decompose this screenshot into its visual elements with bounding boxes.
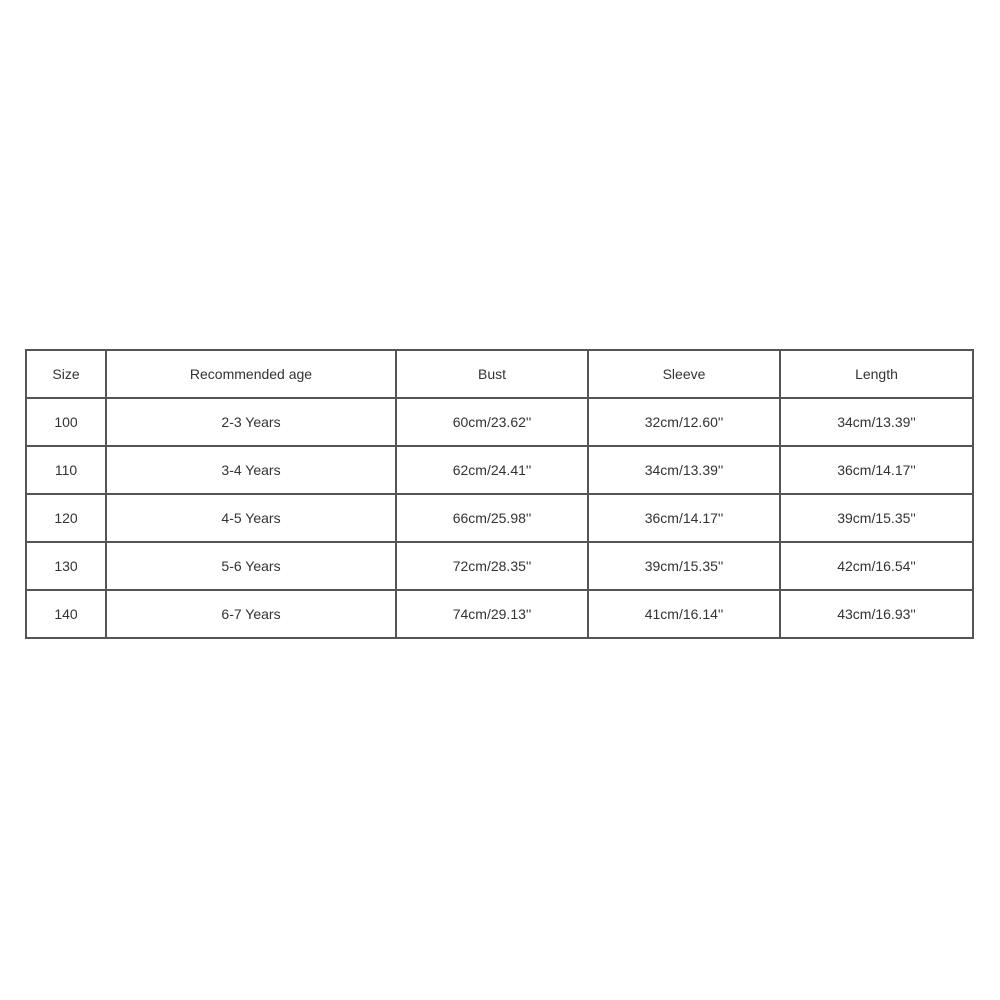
table-row [26, 590, 973, 638]
size-chart-table [25, 349, 974, 639]
cell-sleeve: 32cm/12.60'' [588, 398, 780, 446]
header-size: Size [26, 350, 106, 398]
cell-age: 4-5 Years [106, 494, 396, 542]
header-bust: Bust [396, 350, 588, 398]
cell-bust: 74cm/29.13'' [396, 590, 588, 638]
cell-size: 120 [26, 494, 106, 542]
cell-age: 5-6 Years [106, 542, 396, 590]
cell-sleeve: 39cm/15.35'' [588, 542, 780, 590]
cell-size: 140 [26, 590, 106, 638]
cell-sleeve: 36cm/14.17'' [588, 494, 780, 542]
cell-age: 2-3 Years [106, 398, 396, 446]
cell-size: 130 [26, 542, 106, 590]
cell-bust: 72cm/28.35'' [396, 542, 588, 590]
cell-length: 34cm/13.39'' [780, 398, 973, 446]
cell-bust: 60cm/23.62'' [396, 398, 588, 446]
cell-size: 100 [26, 398, 106, 446]
table-row [26, 446, 973, 494]
table-row [26, 542, 973, 590]
cell-bust: 62cm/24.41'' [396, 446, 588, 494]
cell-age: 3-4 Years [106, 446, 396, 494]
cell-sleeve: 41cm/16.14'' [588, 590, 780, 638]
cell-size: 110 [26, 446, 106, 494]
header-length: Length [780, 350, 973, 398]
cell-bust: 66cm/25.98'' [396, 494, 588, 542]
header-recommended-age: Recommended age [106, 350, 396, 398]
cell-length: 43cm/16.93'' [780, 590, 973, 638]
cell-length: 39cm/15.35'' [780, 494, 973, 542]
table-row [26, 398, 973, 446]
table-row [26, 494, 973, 542]
cell-age: 6-7 Years [106, 590, 396, 638]
cell-length: 36cm/14.17'' [780, 446, 973, 494]
header-sleeve: Sleeve [588, 350, 780, 398]
cell-sleeve: 34cm/13.39'' [588, 446, 780, 494]
cell-length: 42cm/16.54'' [780, 542, 973, 590]
table-header-row [26, 350, 973, 398]
